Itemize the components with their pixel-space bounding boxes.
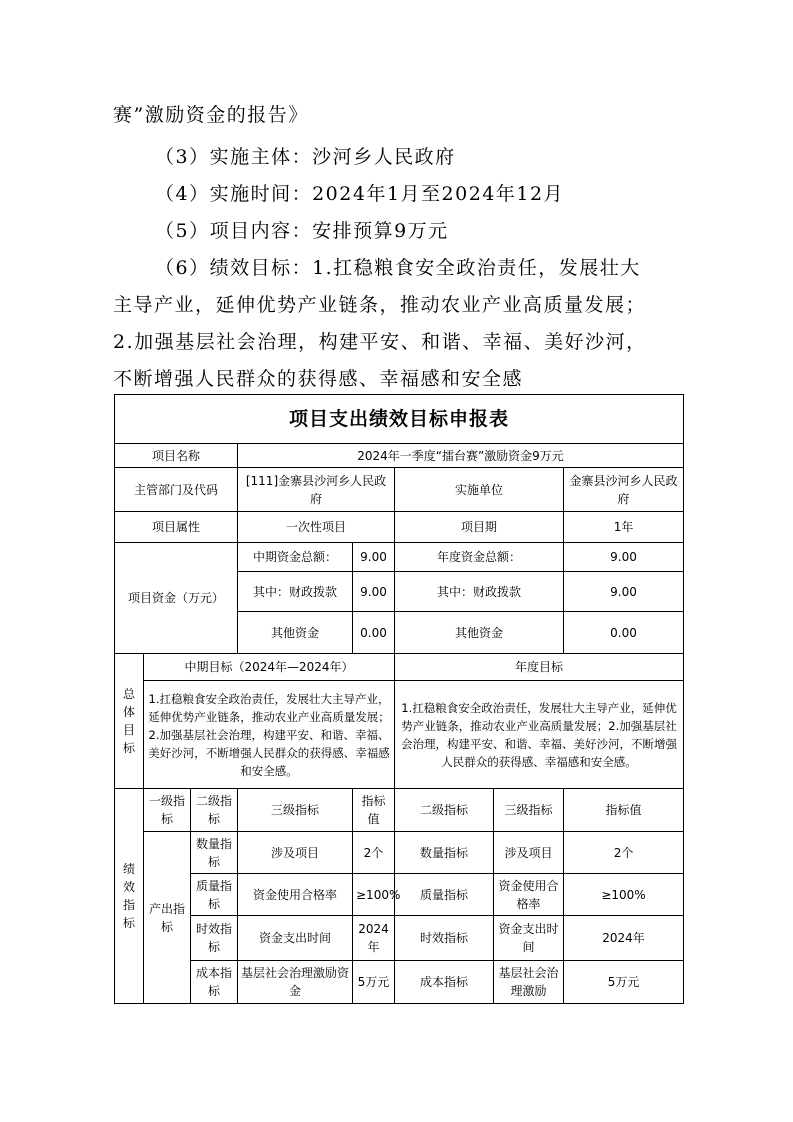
year-total-label: 年度资金总额：	[395, 543, 564, 572]
paragraph-line: （5）项目内容：安排预算9万元	[155, 220, 449, 242]
overall-goal-label: 总体目标	[115, 654, 144, 789]
row-l3b: 涉及项目	[494, 832, 564, 874]
impl-unit-value: 金寨县沙河乡人民政府	[564, 468, 684, 512]
mid-total-label: 中期资金总额：	[238, 543, 353, 572]
row-l2: 质量指标	[191, 874, 238, 916]
fiscal-mid-label: 其中：财政拨款	[238, 572, 353, 612]
row-l3b: 资金使用合格率	[494, 874, 564, 916]
attr-label: 项目属性	[115, 512, 238, 543]
impl-unit-label: 实施单位	[395, 468, 564, 512]
row-valueb: 2024年	[564, 916, 684, 961]
row-l2b: 时效指标	[395, 916, 494, 961]
paragraph-line: （4）实施时间：2024年1月至2024年12月	[155, 183, 565, 205]
other-year-label: 其他资金	[395, 612, 564, 654]
paragraph-line: 主导产业，延伸优势产业链条，推动农业产业高质量发展；	[113, 294, 647, 316]
paragraph-line: （6）绩效目标：1.扛稳粮食安全政治责任，发展壮大	[155, 257, 641, 279]
attr-value: 一次性项目	[238, 512, 395, 543]
dept-label: 主管部门及代码	[115, 468, 238, 512]
period-value: 1年	[564, 512, 684, 543]
row-l3: 涉及项目	[238, 832, 353, 874]
header-level3: 三级指标	[238, 789, 353, 832]
header-value-b: 指标值	[564, 789, 684, 832]
performance-target-form	[114, 394, 684, 1004]
year-goal-header: 年度目标	[395, 654, 684, 681]
header-level2: 二级指标	[191, 789, 238, 832]
header-value: 指标值	[353, 789, 395, 832]
funds-label: 项目资金（万元）	[115, 543, 238, 654]
year-total-value: 9.00	[564, 543, 684, 572]
header-level2-b: 二级指标	[395, 789, 494, 832]
row-value: ≥100%	[353, 874, 395, 916]
row-l2b: 数量指标	[395, 832, 494, 874]
mid-total-value: 9.00	[353, 543, 395, 572]
period-label: 项目期	[395, 512, 564, 543]
fiscal-mid-value: 9.00	[353, 572, 395, 612]
row-l2: 数量指标	[191, 832, 238, 874]
row-l3: 资金使用合格率	[238, 874, 353, 916]
row-l3: 资金支出时间	[238, 916, 353, 961]
mid-goal-text: 1.扛稳粮食安全政治责任，发展壮大主导产业，延伸优势产业链条，推动农业产业高质量发展；2.加强基层社会治理，构建平安、和谐、幸福、美好沙河，不断增强人民群众的获得感、幸福感和安全感。	[144, 681, 395, 789]
row-l2b: 质量指标	[395, 874, 494, 916]
other-year-value: 0.00	[564, 612, 684, 654]
paragraph-line: 2.加强基层社会治理，构建平安、和谐、幸福、美好沙河，	[113, 331, 647, 353]
table-row	[115, 961, 684, 1004]
form-title: 项目支出绩效目标申报表	[115, 395, 684, 444]
row-value: 2024年	[353, 916, 395, 961]
fiscal-year-value: 9.00	[564, 572, 684, 612]
paragraph-line: 不断增强人民群众的获得感、幸福感和安全感	[113, 368, 524, 390]
output-indicator-label: 产出指标	[144, 832, 191, 1004]
row-l2: 成本指标	[191, 961, 238, 1004]
row-l2: 时效指标	[191, 916, 238, 961]
row-l3b: 基层社会治理激励	[494, 961, 564, 1004]
row-l3b: 资金支出时间	[494, 916, 564, 961]
row-valueb: 2个	[564, 832, 684, 874]
table-row	[115, 916, 684, 961]
header-level3-b: 三级指标	[494, 789, 564, 832]
other-mid-value: 0.00	[353, 612, 395, 654]
row-l3: 基层社会治理激励资金	[238, 961, 353, 1004]
header-level1: 一级指标	[144, 789, 191, 832]
mid-goal-header: 中期目标（2024年—2024年）	[144, 654, 395, 681]
paragraph-line: 赛”激励资金的报告》	[113, 104, 309, 126]
perf-indicator-label: 绩效指标	[115, 789, 144, 1004]
row-valueb: 5万元	[564, 961, 684, 1004]
project-name-value: 2024年一季度“擂台赛”激励资金9万元	[238, 444, 684, 468]
dept-value: [111]金寨县沙河乡人民政府	[238, 468, 395, 512]
table-row	[115, 874, 684, 916]
row-l2b: 成本指标	[395, 961, 494, 1004]
row-value: 5万元	[353, 961, 395, 1004]
fiscal-year-label: 其中：财政拨款	[395, 572, 564, 612]
row-valueb: ≥100%	[564, 874, 684, 916]
project-name-label: 项目名称	[115, 444, 238, 468]
year-goal-text: 1.扛稳粮食安全政治责任，发展壮大主导产业，延伸优势产业链条，推动农业产业高质量发展；2.加强基层社会治理，构建平安、和谐、幸福、美好沙河，不断增强人民群众的获得感、幸福感和安全感。	[395, 681, 684, 789]
row-value: 2个	[353, 832, 395, 874]
table-row	[115, 832, 684, 874]
other-mid-label: 其他资金	[238, 612, 353, 654]
paragraph-line: （3）实施主体：沙河乡人民政府	[155, 146, 456, 168]
